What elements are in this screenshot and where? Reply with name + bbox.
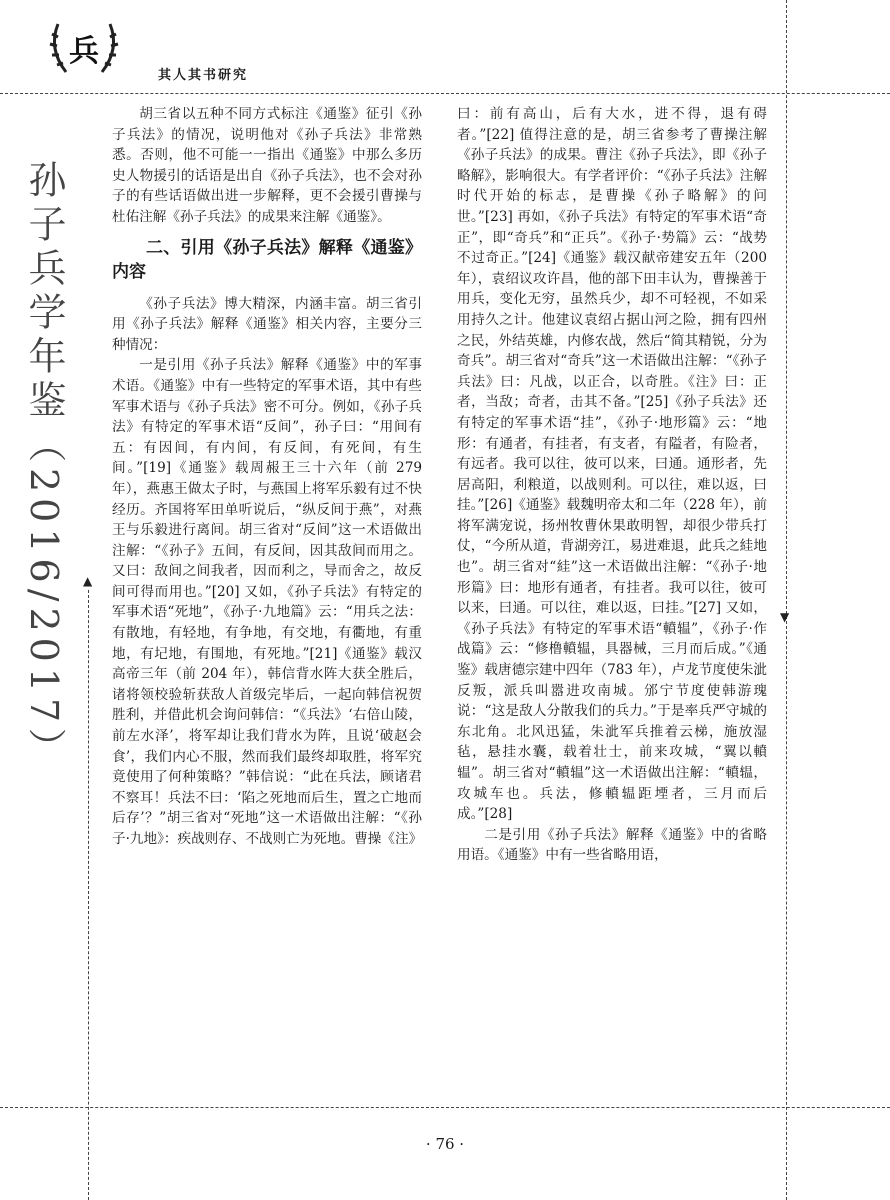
paragraph: 二是引用《孙子兵法》解释《通鉴》中的省略用语。《通鉴》中有一些省略用语， <box>457 826 767 864</box>
paragraph: 曰：前有高山，后有大水，进不得，退有碍者。”[22] 值得注意的是，胡三省参考了曹操注解《孙子兵法》的成果。曹注《孙子兵法》，即《孙子略解》，影响很大。有学者评价：“《孙子兵法》注解时代开始的标志，是曹操《孙子略解》的问世。”[23] 再如，《孙子兵法》有特定的军事术语“奇正”，即“奇兵”和“正兵”。《孙子·势篇》云：“战势不过奇正。”[24]《通鉴》载汉献帝建安五年（200 年），袁绍议攻许昌，他的部下田丰认为，曹操善于用兵，变化无穷，虽然兵少，却不可轻视，不如采用持久之计。他建议袁绍占据山河之险，拥有四州之民，外结英雄，内修农战，然后“简其精锐，分为奇兵”。胡三省对“奇兵”这一术语做出注解：“《孙子兵法》曰：凡战，以正合，以奇胜。《注》曰：正者，当敌；奇者，击其不备。”[25]《孙子兵法》还有特定的军事术语“挂”，《孙子·地形篇》云：“地形：有通者，有挂者，有支者，有隘者，有险者，有远者。我可以往，彼可以来，曰通。通形者，先居高阳，利粮道，以战则利。可以往，难以返，曰挂。”[26]《通鉴》载魏明帝太和二年（228 年），前将军满宠说，扬州牧曹休果敢明智，却很少带兵打仗，“今所从道，背湖旁江，易进难退，此兵之絓地也”。胡三省对“絓”这一术语做出注解：“《孙子·地形篇》曰：地形有通者，有挂者。我可以往，彼可以来，曰通。可以往，难以返，曰挂。”[27] 又如，《孙子兵法》有特定的军事术语“轒辒”，《孙子·作战篇》云：“修橹轒辒，具器械，三月而后成。”《通鉴》载唐德宗建中四年（783 年），卢龙节度使朱泚反叛，派兵叫嚣进攻南城。邠宁节度使韩游瑰说：“这是敌人分散我们的兵力。”于是率兵严守城的东北角。北风迅猛，朱泚军兵推着云梯，施放湿毡，悬挂水囊，载着壮士，前来攻城，“翼以轒辒”。胡三省对“轒辒”这一术语做出注解：“轒辒，攻城车也。兵法，修轒辒距堙者，三月而后成。”[28] <box>457 106 767 823</box>
section-title: 其人其书研究 <box>158 68 249 83</box>
paragraph: 一是引用《孙子兵法》解释《通鉴》中的军事术语。《通鉴》中有一些特定的军事术语，其中有些军事术语与《孙子兵法》密不可分。例如，《孙子兵法》有特定的军事术语“反间”，孙子曰：“用间有五：有因间，有内间，有反间，有死间，有生间。”[19]《通鉴》载周赧王三十六年（前 279 年），燕惠王做太子时，与燕国上将军乐毅有过不快经历。齐国将军田单听说后，“纵反间于燕”，对燕王与乐毅进行离间。胡三省对“反间”这一术语做出注解：“《孙子》五间，有反间，因其敌间而用之。又曰：敌间之间我者，因而利之，导而舍之，故反间可得而用也。”[20] 又如，《孙子兵法》有特定的军事术语“死地”，《孙子·九地篇》云：“用兵之法：有散地，有轻地，有争地，有交地，有衢地，有重地，有圮地，有围地，有死地。”[21]《通鉴》载汉高帝三年（前 204 年），韩信背水阵大获全胜后，诸将领校验斩获敌人首级完毕后，一起向韩信祝贺胜利，并借此机会询问韩信：“《兵法》‘右倍山陵，前左水泽’，将军却让我们背水为阵，且说‘破赵会食’，我们内心不服，然而我们最终却取胜，将军究竟使用了何种策略？”韩信说：“此在兵法，顾诸君不察耳！兵法不曰：‘陷之死地而后生，置之亡地而后存’？”胡三省对“死地”这一术语做出注解：“《孙子·九地》：疾战则存、不战则亡为死地。曹操《注》 <box>112 357 423 847</box>
paragraph: 《孙子兵法》博大精深，内涵丰富。胡三省引用《孙子兵法》解释《通鉴》相关内容，主要分三种情况： <box>112 295 422 353</box>
left-dashed-guide <box>88 590 89 1200</box>
right-dashed-guide <box>786 0 787 1200</box>
logo-glyph: 兵 <box>69 34 99 69</box>
yearbook-logo-icon <box>38 14 130 84</box>
bottom-dashed-rule <box>0 1107 890 1108</box>
paragraph: 胡三省以五种不同方式标注《通鉴》征引《孙子兵法》的情况，说明他对《孙子兵法》非常熟悉。否则，他不可能一一指出《通鉴》中那么多历史人物援引的话语是出自《孙子兵法》，也不会对孙子的有些话语做出进一步解释，更不会援引曹操与杜佑注解《孙子兵法》的成果来注解《通鉴》。 <box>112 106 422 225</box>
arrow-down-icon: ▼ <box>780 610 790 624</box>
arrow-up-icon: ▲ <box>83 574 93 588</box>
section-heading: 二、引用《孙子兵法》解释《通鉴》内容 <box>112 237 422 282</box>
left-text-column <box>112 104 422 850</box>
top-dashed-rule <box>0 93 890 94</box>
page-number: · 76 · <box>425 1135 465 1153</box>
journal-side-title: 孙子兵学年鉴（2016/2017） <box>22 160 66 773</box>
right-text-column <box>457 104 767 866</box>
